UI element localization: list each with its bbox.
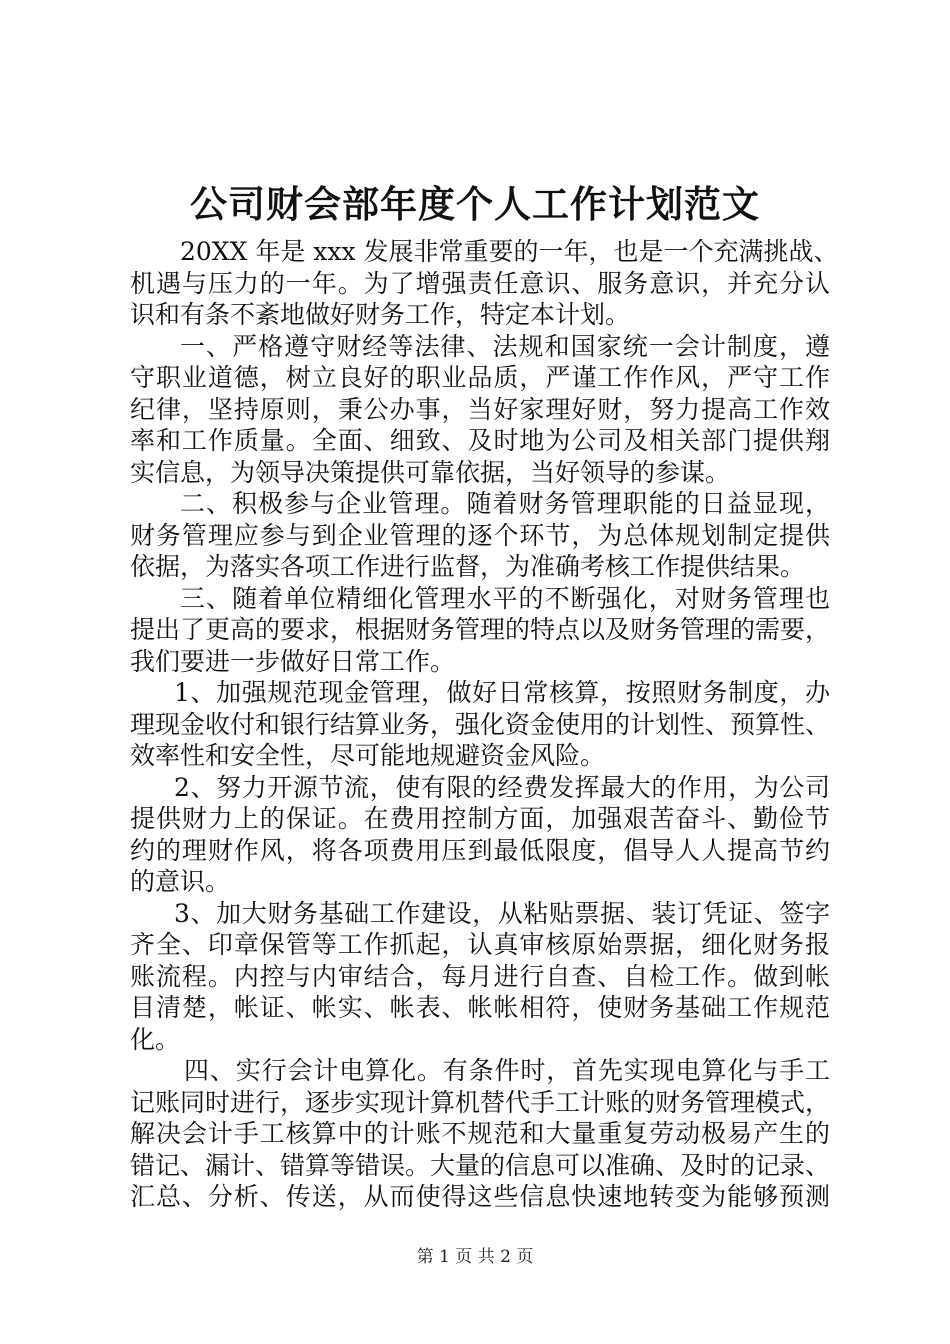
text-line: 机遇与压力的一年。为了增强责任意识、服务意识，并充分认 (130, 268, 830, 298)
text-line: 1、加强规范现金管理，做好日常核算，按照财务制度，办 (174, 678, 830, 707)
text-line: 我们要进一步做好日常工作。 (130, 646, 456, 676)
text-line: 化。 (130, 1024, 181, 1054)
text-line: 错记、漏计、错算等错误。大量的信息可以准确、及时的记录、 (130, 1150, 831, 1180)
text-line: 2、努力开源节流，使有限的经费发挥最大的作用，为公司 (174, 772, 830, 802)
text-line: 纪律，坚持原则，秉公办事，当好家理好财，努力提高工作效 (130, 394, 830, 424)
text-line: 目清楚，帐证、帐实、帐表、帐帐相符，使财务基础工作规范 (130, 993, 830, 1022)
text-line: 提出了更高的要求，根据财务管理的特点以及财务管理的需要， (130, 615, 831, 644)
text-line: 解决会计手工核算中的计账不规范和大量重复劳动极易产生的 (130, 1119, 830, 1148)
text-line: 四、实行会计电算化。有条件时，首先实现电算化与手工 (184, 1056, 830, 1085)
text-line: 3、加大财务基础工作建设，从粘贴票据、装订凭证、签字 (174, 898, 830, 928)
text-line: 识和有条不紊地做好财务工作，特定本计划。 (130, 300, 631, 329)
text-line: 齐全、印章保管等工作抓起，认真审核原始票据，细化财务报 (130, 930, 830, 959)
text-line: 效率性和安全性，尽可能地规避资金风险。 (130, 741, 606, 770)
page-footer: 第 1 页 共 2 页 (416, 1247, 534, 1267)
text-line: 记账同时进行，逐步实现计算机替代手工计账的财务管理模式， (130, 1087, 831, 1117)
document-title: 公司财会部年度个人工作计划范文 (190, 182, 760, 226)
text-line: 理现金收付和银行结算业务，强化资金使用的计划性、预算性、 (130, 709, 831, 739)
text-line: 一、严格遵守财经等法律、法规和国家统一会计制度，遵 (180, 331, 830, 361)
text-line: 二、积极参与企业管理。随着财务管理职能的日益显现， (180, 489, 830, 518)
text-line: 汇总、分析、传送，从而使得这些信息快速地转变为能够预测 (130, 1182, 830, 1211)
text-line: 的意识。 (130, 867, 231, 896)
text-line: 20XX 年是 xxx 发展非常重要的一年，也是一个充满挑战、 (180, 237, 839, 266)
text-line: 守职业道德，树立良好的职业品质，严谨工作作风，严守工作 (130, 363, 830, 392)
text-line: 约的理财作风，将各项费用压到最低限度，倡导人人提高节约 (130, 835, 830, 865)
text-line: 依据，为落实各项工作进行监督，为准确考核工作提供结果。 (130, 552, 806, 581)
text-line: 财务管理应参与到企业管理的逐个环节，为总体规划制定提供 (130, 520, 830, 550)
text-line: 三、随着单位精细化管理水平的不断强化，对财务管理也 (180, 583, 830, 613)
document-body (130, 236, 839, 1213)
text-line: 率和工作质量。全面、细致、及时地为公司及相关部门提供翔 (130, 426, 830, 455)
text-line: 实信息，为领导决策提供可靠依据，当好领导的参谋。 (130, 457, 731, 487)
text-line: 提供财力上的保证。在费用控制方面，加强艰苦奋斗、勤俭节 (130, 804, 830, 833)
text-line: 账流程。内控与内审结合，每月进行自查、自检工作。做到帐 (130, 961, 830, 991)
